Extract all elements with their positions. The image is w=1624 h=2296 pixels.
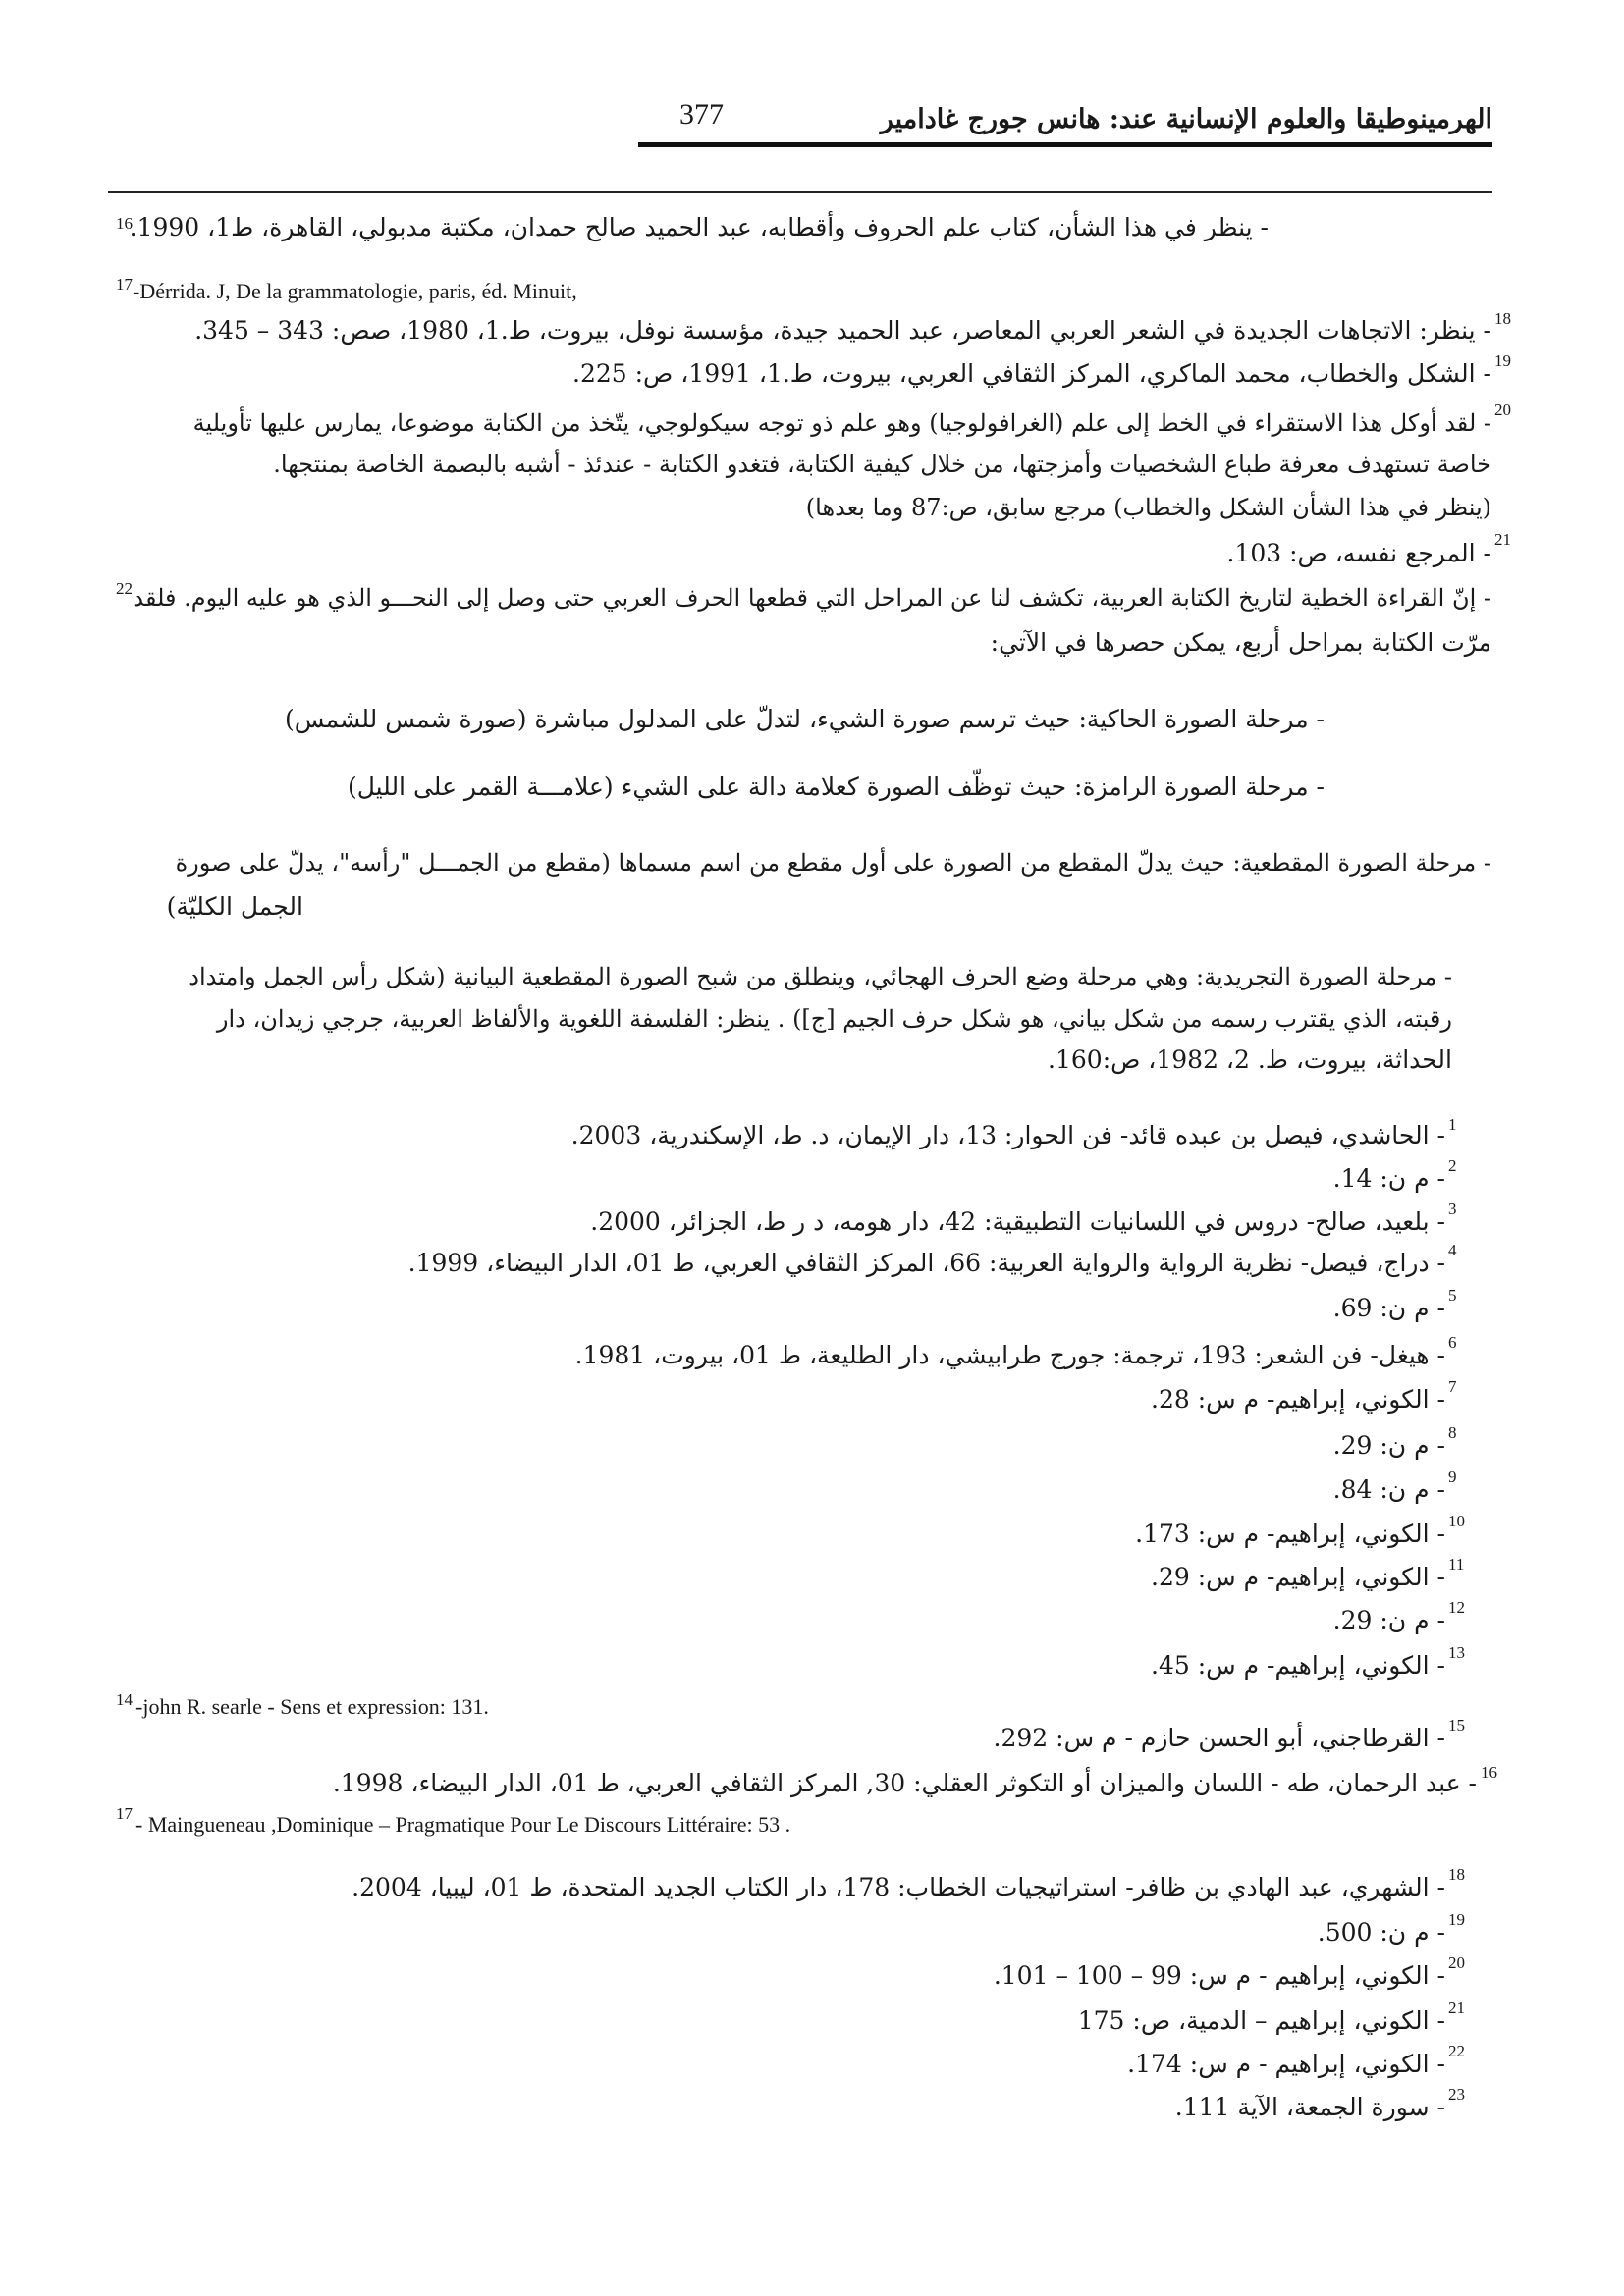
endnote-number: 10	[1448, 1512, 1465, 1530]
stage-4-line-2: رقبته، الذي يقترب رسمه من شكل بياني، هو شكل حرف الجيم [ج]) . ينظر: الفلسفة اللغوية والألفاظ العربية، جرجي زيدان، دار	[216, 1005, 1452, 1033]
endnote-7: - الكوني، إبراهيم- م س: 28.	[1151, 1385, 1445, 1414]
footnote-number: 21	[1494, 530, 1511, 549]
footnote-number: 20	[1494, 400, 1511, 419]
endnote-number: 20	[1448, 1953, 1465, 1972]
endnote-2: - م ن: 14.	[1332, 1164, 1445, 1193]
stage-4-line-1: - مرحلة الصورة التجريدية: وهي مرحلة وضع الحرف الهجائي، وينطلق من شبح الصورة المقطعية البيانية (شكل رأس الجمل وامتداد	[189, 963, 1452, 990]
footnote-number: 22	[116, 579, 133, 598]
stage-4-line-3: الحداثة، بيروت، ط. 2، 1982، ص:160.	[1048, 1045, 1452, 1074]
endnote-number: 16	[1481, 1763, 1497, 1782]
header-rule-thick	[638, 142, 1492, 147]
endnote-11: - الكوني، إبراهيم- م س: 29.	[1151, 1563, 1445, 1591]
endnote-number: 11	[1448, 1555, 1465, 1574]
stage-3-line-2: الجمل الكليّة)	[166, 892, 303, 921]
footnote-16: - ينظر في هذا الشأن، كتاب علم الحروف وأقطابه، عبد الحميد صالح حمدان، مكتبة مدبولي، القاهرة، ط1، 1990.	[129, 213, 1269, 241]
endnote-number: 19	[1448, 1910, 1465, 1929]
footnote-22-line-1: - إنّ القراءة الخطية لتاريخ الكتابة العربية، تكشف لنا عن المراحل التي قطعها الحرف العربي حتى وصل إلى النحـــو الذي هو عليه اليوم. فلقد	[133, 584, 1491, 612]
endnote-9: - م ن: 84.	[1332, 1475, 1445, 1504]
endnote-number: 12	[1448, 1598, 1465, 1617]
endnote-5: - م ن: 69.	[1332, 1294, 1445, 1322]
footnote-20-line-1: - لقد أوكل هذا الاستقراء في الخط إلى علم (الغرافولوجيا) وهو علم ذو توجه سيكولوجي، يتّخذ من الكتابة موضوعا، يمارس عليها تأويلية	[192, 409, 1491, 437]
endnote-number: 14	[116, 1690, 133, 1709]
endnote-6: - هيغل- فن الشعر: 193، ترجمة: جورج طرابيشي، دار الطليعة، ط 01، بيروت، 1981.	[574, 1341, 1445, 1369]
endnote-number: 3	[1448, 1200, 1457, 1218]
footnote-number: 18	[1494, 309, 1511, 328]
endnote-number: 22	[1448, 2042, 1465, 2060]
endnote-19: - م ن: 500.	[1317, 1918, 1445, 1947]
endnote-number: 13	[1448, 1643, 1465, 1662]
endnote-17: - Maingueneau ,Dominique – Pragmatique Pour Le Discours Littéraire: 53 .	[135, 1812, 791, 1837]
endnote-number: 9	[1448, 1468, 1457, 1486]
endnote-12: - م ن: 29.	[1332, 1606, 1445, 1634]
endnote-3: - بلعيد، صالح- دروس في اللسانيات التطبيقية: 42، دار هومه، د ر ط، الجزائر، 2000.	[590, 1207, 1445, 1236]
page-header	[638, 86, 1492, 145]
endnote-21: - الكوني، إبراهيم – الدمية، ص: 175	[1077, 2006, 1445, 2035]
endnote-1: - الحاشدي، فيصل بن عبده قائد- فن الحوار: 13، دار الإيمان، د. ط، الإسكندرية، 2003.	[570, 1121, 1445, 1149]
endnote-number: 15	[1448, 1716, 1465, 1735]
footnote-18: - ينظر: الاتجاهات الجديدة في الشعر العربي المعاصر، عبد الحميد جيدة، مؤسسة نوفل، بيروت، ط.1، 1980، صص: 343 – 345.	[194, 316, 1491, 345]
endnote-20: - الكوني، إبراهيم - م س: 99 – 100 – 101.	[993, 1961, 1445, 1990]
endnote-number: 4	[1448, 1241, 1457, 1259]
footnote-number: 16	[116, 214, 133, 233]
endnote-13: - الكوني، إبراهيم- م س: 45.	[1151, 1651, 1445, 1680]
endnote-4: - دراج، فيصل- نظرية الرواية والرواية العربية: 66، المركز الثقافي العربي، ط 01، الدار البيضاء، 1999.	[407, 1249, 1445, 1277]
footnote-22-line-2: مرّت الكتابة بمراحل أربع، يمكن حصرها في الآتي:	[990, 628, 1491, 657]
endnote-number: 2	[1448, 1156, 1457, 1175]
endnote-16: - عبد الرحمان، طه - اللسان والميزان أو التكوثر العقلي: 30, المركز الثقافي العربي، ط 01، الدار البيضاء، 1998.	[332, 1769, 1477, 1797]
endnote-18: - الشهري، عبد الهادي بن ظافر- استراتيجيات الخطاب: 178، دار الكتاب الجديد المتحدة، ط 01، ليبيا، 2004.	[352, 1873, 1445, 1901]
stage-2: - مرحلة الصورة الرامزة: حيث توظّف الصورة كعلامة دالة على الشيء (علامـــة القمر على الليل)	[347, 773, 1325, 801]
footnote-20-line-2: خاصة تستهدف معرفة طباع الشخصيات وأمزجتها، من خلال كيفية الكتابة، فتغدو الكتابة - عندئذ - أشبه بالبصمة الخاصة بمنتجها.	[273, 451, 1491, 478]
endnote-number: 6	[1448, 1333, 1457, 1352]
endnote-8: - م ن: 29.	[1332, 1431, 1445, 1460]
header-rule-thin	[108, 191, 1492, 193]
endnote-number: 8	[1448, 1423, 1457, 1442]
endnote-number: 23	[1448, 2085, 1465, 2104]
footnote-number: 17	[116, 275, 133, 294]
page-number: 377	[679, 98, 724, 131]
footnote-21: - المرجع نفسه، ص: 103.	[1226, 539, 1491, 567]
endnote-23: - سورة الجمعة، الآية 111.	[1174, 2093, 1445, 2121]
endnote-number: 18	[1448, 1865, 1465, 1884]
stage-1: - مرحلة الصورة الحاكية: حيث ترسم صورة الشيء، لتدلّ على المدلول مباشرة (صورة شمس للشمس)	[285, 705, 1325, 733]
endnote-number: 21	[1448, 1999, 1465, 2017]
footnote-17: -Dérrida. J, De la grammatologie, paris, éd. Minuit,	[133, 279, 577, 303]
footnote-19: - الشكل والخطاب، محمد الماكري، المركز الثقافي العربي، بيروت، ط.1، 1991، ص: 225.	[572, 359, 1491, 388]
endnote-10: - الكوني، إبراهيم- م س: 173.	[1135, 1520, 1445, 1548]
running-title: الهرمينوطيقا والعلوم الإنسانية عند: هانس جورج غادامير	[880, 104, 1492, 134]
endnote-15: - القرطاجني، أبو الحسن حازم - م س: 292.	[993, 1724, 1445, 1752]
endnote-22: - الكوني، إبراهيم - م س: 174.	[1127, 2050, 1445, 2078]
stage-3-line-1: - مرحلة الصورة المقطعية: حيث يدلّ المقطع من الصورة على أول مقطع من اسم مسماها (مقطع من الجمـــل "رأسه"، يدلّ على صورة	[175, 849, 1491, 877]
endnote-number: 7	[1448, 1377, 1457, 1396]
endnote-14: -john R. searle - Sens et expression: 131.	[135, 1694, 489, 1719]
footnote-number: 19	[1494, 351, 1511, 370]
footnote-20-line-3: (ينظر في هذا الشأن الشكل والخطاب) مرجع سابق، ص:87 وما بعدها)	[805, 494, 1491, 521]
endnote-number: 17	[116, 1804, 133, 1823]
endnote-number: 5	[1448, 1286, 1457, 1305]
endnote-number: 1	[1448, 1115, 1457, 1134]
